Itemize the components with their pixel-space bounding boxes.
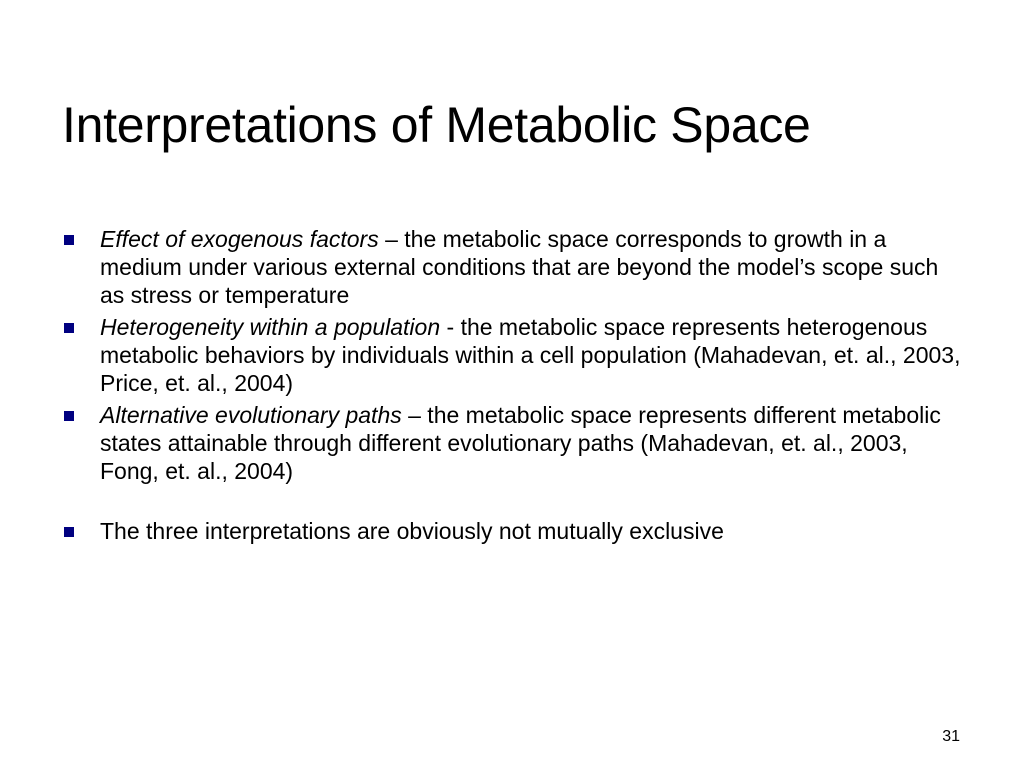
bullet-description: – the metabolic space represents different metabolic states attainable through different evolutionary paths (Mahadevan, et. al., 2003, Fong, et. al., 2004) (100, 402, 941, 484)
square-bullet-icon (64, 411, 74, 421)
bullet-text (100, 226, 938, 308)
page-number: 31 (942, 728, 960, 745)
bullet-list (62, 225, 962, 549)
bullet-description: - the metabolic space represents heterogenous metabolic behaviors by individuals within a cell population (Mahadevan, et. al., 2003, Price, et. al., 2004) (100, 314, 961, 396)
bullet-item (62, 313, 962, 397)
bullet-term: Alternative evolutionary paths (100, 402, 402, 428)
bullet-text (100, 402, 941, 484)
bullet-description: – the metabolic space corresponds to growth in a medium under various external conditions that are beyond the model’s scope such as stress or temperature (100, 226, 939, 308)
slide-title: Interpretations of Metabolic Space (62, 97, 811, 153)
bullet-text (100, 314, 960, 396)
bullet-item (62, 517, 962, 545)
square-bullet-icon (64, 323, 74, 333)
bullet-term: Effect of exogenous factors (100, 226, 379, 252)
square-bullet-icon (64, 235, 74, 245)
bullet-description: The three interpretations are obviously not mutually exclusive (100, 518, 724, 544)
bullet-item (62, 401, 962, 485)
bullet-term: Heterogeneity within a population (100, 314, 441, 340)
bullet-text (100, 518, 724, 544)
square-bullet-icon (64, 527, 74, 537)
bullet-item (62, 225, 962, 309)
